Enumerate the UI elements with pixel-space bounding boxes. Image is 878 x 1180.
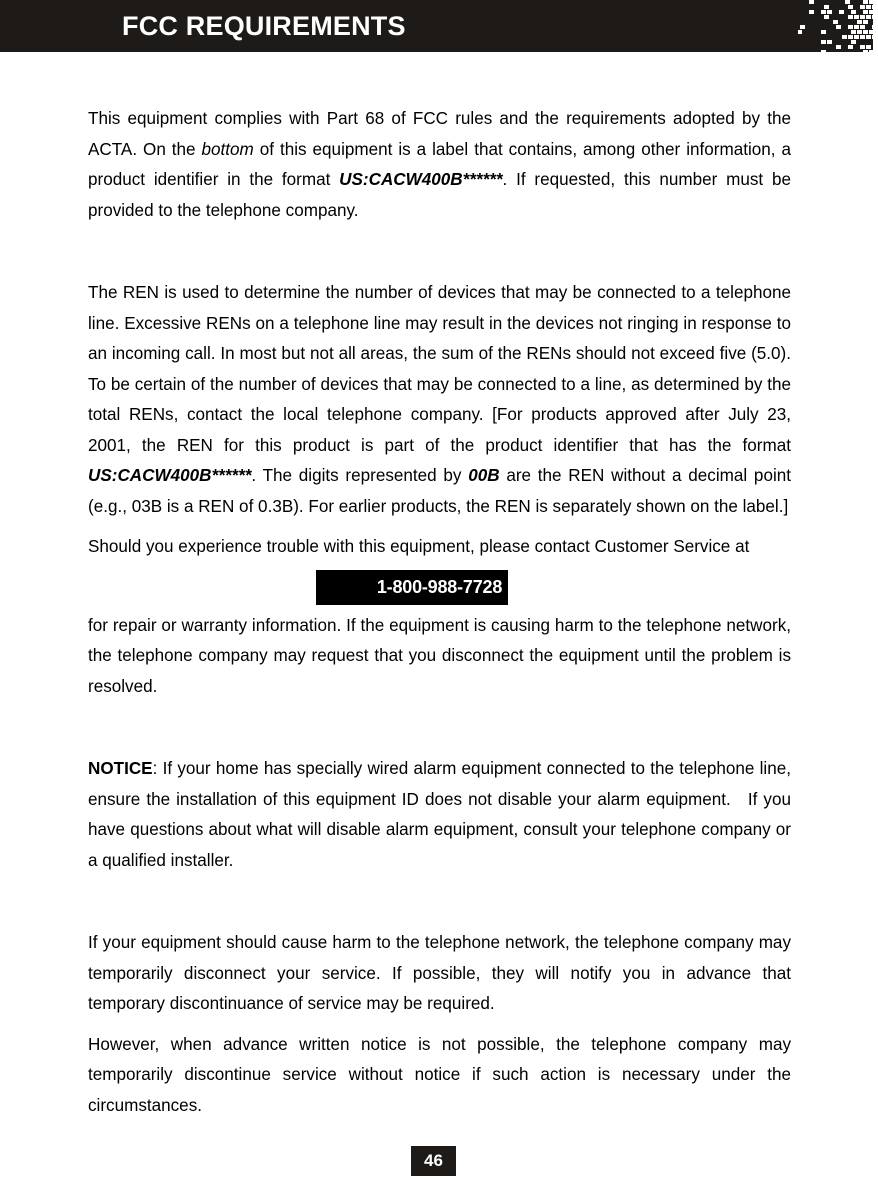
spacer <box>88 1020 791 1030</box>
paragraph-2-digits-00b: 00B <box>468 466 500 485</box>
paragraph-2-part-2: . The digits represented by <box>251 466 469 485</box>
paragraph-2-product-identifier: US:CACW400B****** <box>88 466 252 485</box>
spacer <box>88 702 791 754</box>
page-header-bar <box>0 0 878 52</box>
paragraph-repair-warranty: for repair or warranty information. If the equipment is causing harm to the telephone network, the telephone company may request that you disconnect the equipment until the problem is resolved. <box>88 615 791 696</box>
paragraph-ren-explanation <box>88 278 791 522</box>
paragraph-1-product-identifier: US:CACW400B****** <box>339 170 503 189</box>
customer-service-phone-callout <box>88 563 791 611</box>
paragraph-2-part-3: are the REN without a decimal point (e.g., 03B is a REN of 0.3B). For earlier products, the REN is separately shown on the label.] <box>88 466 791 516</box>
spacer <box>88 876 791 928</box>
paragraph-temporary-disconnect: If your equipment should cause harm to the telephone network, the telephone company may temporarily disconnect your service. If possible, they will notify you in advance that temporary discontinuance of service may be required. <box>88 933 791 1013</box>
spacer <box>88 226 791 278</box>
page-body <box>0 52 878 1180</box>
notice-body: : If your home has specially wired alarm equipment connected to the telephone line, ensure the installation of this equipment ID does not disable your alarm equipment. If you have questions about what will disable alarm equipment, consult your telephone company or a qualified installer. <box>88 759 791 870</box>
dithered-checker-pattern-icon <box>798 0 878 52</box>
paragraph-fcc-compliance <box>88 104 791 226</box>
paragraph-2-part-1: The REN is used to determine the number of devices that may be connected to a telephone line. Excessive RENs on a telephone line may result in the devices not ringing in response to an incoming call. In most but not all areas, the sum of the RENs should not exceed five (5.0). To be certain of the number of devices that may be connected to a line, as determined by the total RENs, contact the local telephone company. [For products approved after July 23, 2001, the REN for this product is part of the product identifier that has the format <box>88 283 791 455</box>
paragraph-1-part-1: This equipment complies with Part 68 of FCC rules and the requirements adopted by the ACTA. On the <box>88 109 791 159</box>
paragraph-customer-service: Should you experience trouble with this equipment, please contact Customer Service at <box>88 537 750 556</box>
notice-label: NOTICE <box>88 759 153 778</box>
page-number: 46 <box>424 1151 443 1170</box>
text-column <box>88 52 791 1121</box>
paragraph-1-emphasis-bottom: bottom <box>201 139 254 159</box>
paragraph-1-part-2: of this equipment is a label that contains, among other information, a product identifier in the format <box>88 139 791 189</box>
spacer <box>88 52 791 104</box>
spacer <box>88 522 791 532</box>
phone-number-text: 1-800-988-7728 <box>376 576 503 597</box>
paragraph-advance-notice: However, when advance written notice is not possible, the telephone company may temporarily discontinue service without notice if such action is necessary under the circumstances. <box>88 1034 791 1115</box>
paragraph-notice-alarm <box>88 754 791 876</box>
paragraph-1-part-3: . If requested, this number must be provided to the telephone company. <box>88 170 791 220</box>
page-title: FCC REQUIREMENTS <box>122 11 406 41</box>
